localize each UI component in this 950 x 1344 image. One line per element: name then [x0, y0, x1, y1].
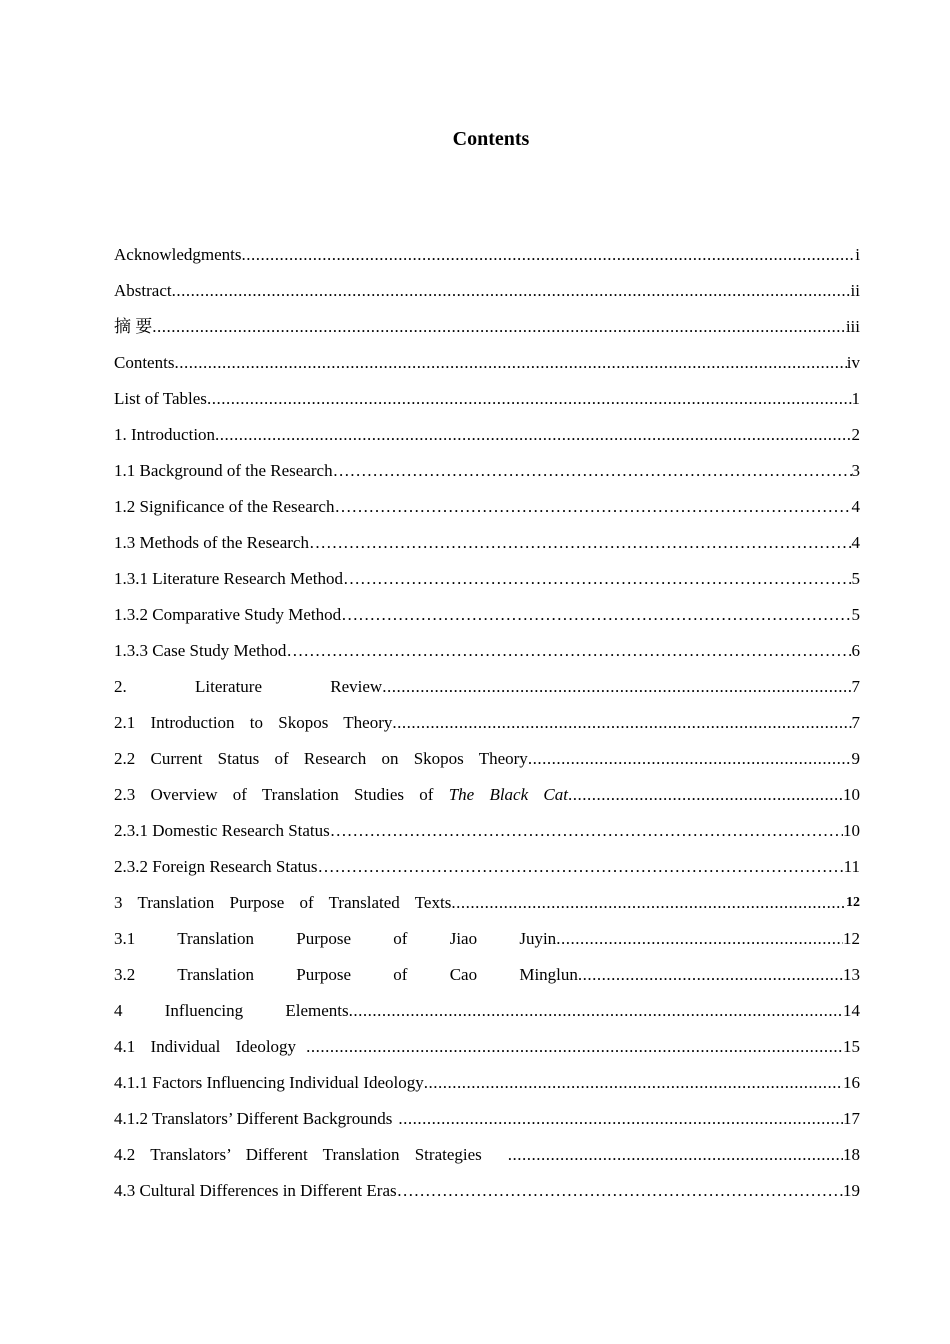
toc-entry-translation-strategies[interactable]: [114, 1137, 860, 1173]
toc-page-number: 1: [851, 389, 860, 408]
toc-page-number: 18: [843, 1145, 860, 1164]
toc-entry-influencing-elements[interactable]: [114, 993, 860, 1029]
toc-page-number: iii: [845, 317, 860, 336]
dot-leader: [397, 1180, 843, 1202]
toc-entry-comparative-method[interactable]: [114, 597, 860, 633]
toc-entry-title: 3 Translation Purpose of Translated Texts: [114, 893, 452, 912]
toc-entry-title: 2.1 Introduction to Skopos Theory: [114, 713, 393, 732]
toc-entry-literature-method[interactable]: [114, 561, 860, 597]
toc-entry-abstract[interactable]: [114, 273, 860, 309]
toc-page-number: 7: [851, 677, 860, 696]
dot-leader: [578, 964, 843, 986]
toc-entry-foreign-status[interactable]: [114, 849, 860, 885]
toc-entry-cultural-differences[interactable]: [114, 1173, 860, 1209]
toc-entry-title: 1.3.2 Comparative Study Method: [114, 605, 342, 624]
dot-leader: [172, 280, 851, 302]
toc-entry-title: 4.1 Individual Ideology: [114, 1037, 297, 1056]
dot-leader: [528, 748, 852, 770]
toc-entry-ideology-factors[interactable]: [114, 1065, 860, 1101]
dot-leader: [174, 352, 846, 374]
toc-page-number: 3: [851, 461, 860, 480]
dot-leader: [152, 316, 846, 338]
toc-page-number: 4: [851, 497, 860, 516]
toc-entry-domestic-status[interactable]: [114, 813, 860, 849]
toc-entry-title: 3.1 Translation Purpose of Jiao Juyin: [114, 929, 557, 948]
toc-entry-title: 2.3.1 Domestic Research Status: [114, 821, 330, 840]
toc-page-number: 9: [851, 749, 860, 768]
toc-entry-title-text: 2.3 Overview of Translation Studies of: [114, 785, 449, 804]
toc-page-number: 16: [843, 1073, 860, 1092]
toc-entry-contents[interactable]: [114, 345, 860, 381]
dot-leader: [306, 1036, 843, 1058]
toc-entry-cao-minglun[interactable]: [114, 957, 860, 993]
toc-page-number: 10: [843, 785, 860, 804]
dot-leader: [286, 640, 851, 662]
toc-entry-literature-review[interactable]: [114, 669, 860, 705]
toc-entry-title: 1.3 Methods of the Research: [114, 533, 309, 552]
toc-page-number: 5: [851, 605, 860, 624]
toc-entry-significance[interactable]: [114, 489, 860, 525]
toc-entry-title: 4.2 Translators’ Different Translation Strategies: [114, 1145, 482, 1164]
dot-leader: [330, 820, 843, 842]
toc-entry-skopos-intro[interactable]: [114, 705, 860, 741]
dot-leader: [556, 928, 843, 950]
dot-leader: [424, 1072, 843, 1094]
dot-leader: [207, 388, 852, 410]
toc-entry-title: 4.1.1 Factors Influencing Individual Ideology: [114, 1073, 424, 1092]
toc-entry-title: 4.3 Cultural Differences in Different Eras: [114, 1181, 397, 1200]
dot-leader: [215, 424, 851, 446]
dot-leader: [508, 1144, 843, 1166]
toc-page-number: 15: [843, 1037, 860, 1056]
toc-page-number: 5: [851, 569, 860, 588]
dot-leader: [334, 496, 851, 518]
toc-entry-title: 1.1 Background of the Research: [114, 461, 333, 480]
toc-entry-individual-ideology[interactable]: [114, 1029, 860, 1065]
toc-entry-title: 2.3.2 Foreign Research Status: [114, 857, 318, 876]
toc-entry-chinese-abstract[interactable]: [114, 309, 860, 345]
toc-entry-translator-backgrounds[interactable]: [114, 1101, 860, 1137]
toc-entry-title: [114, 784, 568, 806]
dot-leader: [318, 856, 844, 878]
toc-entry-list-of-tables[interactable]: [114, 381, 860, 417]
toc-entry-title: 4.1.2 Translators’ Different Backgrounds: [114, 1109, 393, 1128]
dot-leader: [568, 784, 843, 806]
toc-page-number: 4: [851, 533, 860, 552]
toc-page-number: 14: [843, 1001, 860, 1020]
toc-entry-title: 1.3.3 Case Study Method: [114, 641, 287, 660]
toc-entry-title: List of Tables: [114, 389, 207, 408]
dot-leader: [309, 532, 852, 554]
toc-entry-translation-purpose[interactable]: [114, 885, 860, 921]
toc-page-number: 2: [851, 425, 860, 444]
toc-entry-title: 摘 要: [114, 317, 153, 336]
toc-entry-title-italic: The Black Cat: [448, 785, 568, 804]
page-title: Contents: [452, 128, 530, 150]
toc-entry-title: 2.2 Current Status of Research on Skopos Theory: [114, 749, 528, 768]
toc-entry-acknowledgments[interactable]: [114, 237, 860, 273]
toc-page-number: 19: [843, 1181, 860, 1200]
toc-entry-title: Abstract: [114, 281, 172, 300]
toc-entry-title: 4 Influencing Elements: [114, 1001, 349, 1020]
dot-leader: [341, 604, 851, 626]
toc-entry-black-cat-overview[interactable]: [114, 777, 860, 813]
toc-entry-jiao-juyin[interactable]: [114, 921, 860, 957]
dot-leader: [333, 460, 852, 482]
toc-page-number: 6: [851, 641, 860, 660]
toc-entry-introduction[interactable]: [114, 417, 860, 453]
toc-page-number: iv: [846, 353, 860, 372]
dot-leader: [382, 676, 851, 698]
toc-page-number: 12: [846, 895, 860, 910]
dot-leader: [241, 244, 855, 266]
toc-entry-background[interactable]: [114, 453, 860, 489]
toc-entry-methods[interactable]: [114, 525, 860, 561]
dot-leader: [349, 1000, 843, 1022]
toc-page-number: 17: [843, 1109, 860, 1128]
toc-entry-title: 1.2 Significance of the Research: [114, 497, 335, 516]
toc-page-number: 10: [843, 821, 860, 840]
toc-page-number: 11: [843, 857, 860, 876]
toc-entry-title: Acknowledgments: [114, 245, 242, 264]
toc-entry-title: 2. Literature Review: [114, 677, 383, 696]
toc-page-number: 13: [843, 965, 860, 984]
table-of-contents: [114, 237, 860, 1209]
toc-page-number: 7: [851, 713, 860, 732]
toc-page-number: i: [855, 245, 860, 264]
dot-leader: [392, 712, 851, 734]
toc-entry-title: 1.3.1 Literature Research Method: [114, 569, 343, 588]
toc-entry-title: 1. Introduction: [114, 425, 216, 444]
dot-leader: [451, 892, 846, 914]
dot-leader: [343, 568, 852, 590]
dot-leader: [398, 1108, 843, 1130]
toc-entry-title: Contents: [114, 353, 175, 372]
toc-entry-case-study-method[interactable]: [114, 633, 860, 669]
toc-entry-skopos-status[interactable]: [114, 741, 860, 777]
toc-page-number: ii: [850, 281, 860, 300]
toc-entry-title: 3.2 Translation Purpose of Cao Minglun: [114, 965, 578, 984]
toc-page-number: 12: [843, 929, 860, 948]
